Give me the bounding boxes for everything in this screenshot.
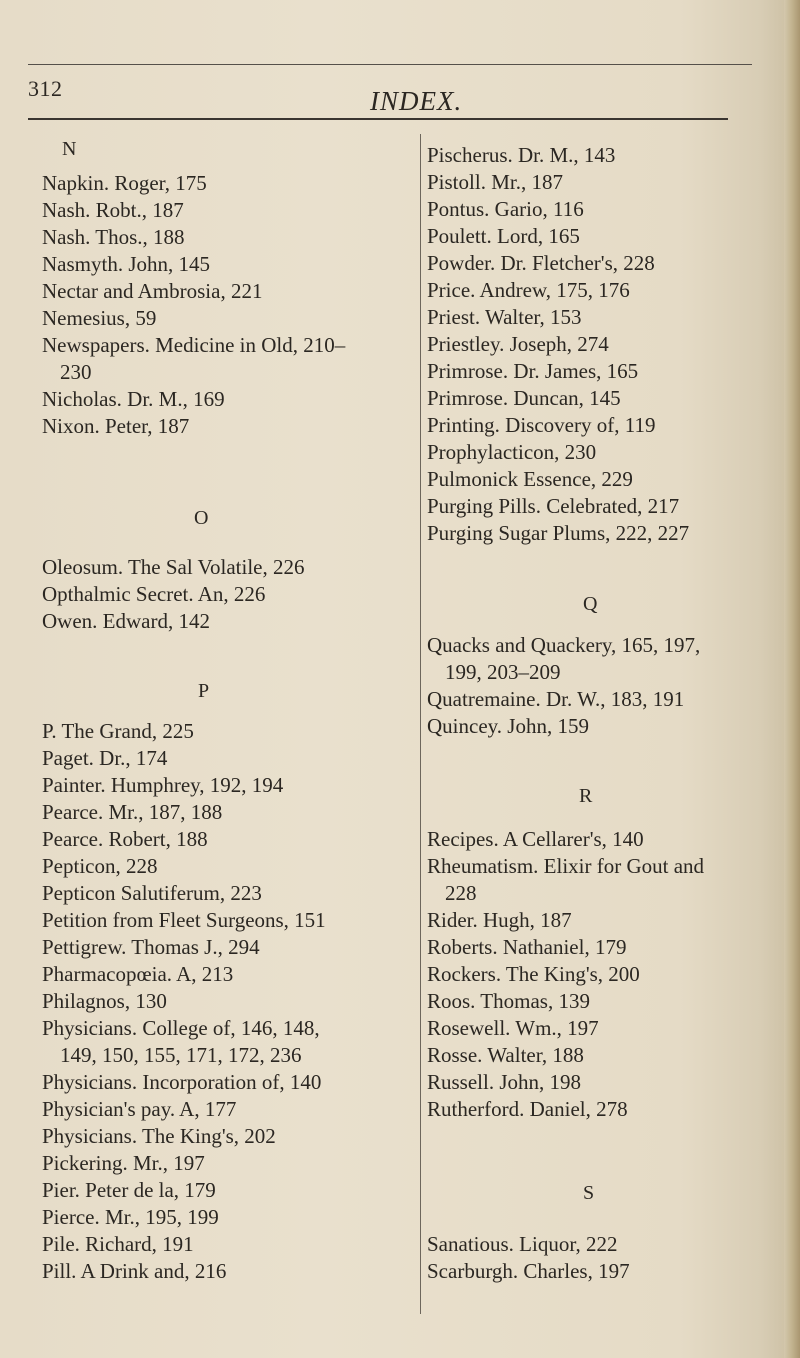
- index-entry: Pierce. Mr., 195, 199: [42, 1205, 219, 1229]
- index-entry: Quacks and Quackery, 165, 197,: [427, 633, 701, 657]
- index-entry: Physicians. College of, 146, 148,: [42, 1016, 320, 1040]
- index-entry: Owen. Edward, 142: [42, 609, 210, 633]
- index-entry: Philagnos, 130: [42, 989, 167, 1013]
- index-entry: Rutherford. Daniel, 278: [427, 1097, 628, 1121]
- index-entry: Newspapers. Medicine in Old, 210–: [42, 333, 346, 357]
- index-entry-continuation: 149, 150, 155, 171, 172, 236: [60, 1043, 302, 1067]
- index-entry: Nasmyth. John, 145: [42, 252, 210, 276]
- index-entry: Nicholas. Dr. M., 169: [42, 387, 225, 411]
- header-rule: [28, 118, 728, 120]
- index-entry: Pontus. Gario, 116: [427, 197, 584, 221]
- section-letter-p: P: [198, 680, 210, 702]
- index-entry: Purging Pills. Celebrated, 217: [427, 494, 680, 518]
- index-entry: Napkin. Roger, 175: [42, 171, 207, 195]
- index-entry: Price. Andrew, 175, 176: [427, 278, 630, 302]
- index-entry: Priestley. Joseph, 274: [427, 332, 609, 356]
- index-entry: Pearce. Robert, 188: [42, 827, 208, 851]
- top-rule: [28, 64, 752, 65]
- index-entry: Petition from Fleet Surgeons, 151: [42, 908, 326, 932]
- page-edge: [784, 0, 800, 1358]
- index-entry: Paget. Dr., 174: [42, 746, 168, 770]
- index-entry: Primrose. Duncan, 145: [427, 386, 621, 410]
- index-entry: Pettigrew. Thomas J., 294: [42, 935, 260, 959]
- index-entry-continuation: 228: [445, 881, 477, 905]
- index-entry: Pulmonick Essence, 229: [427, 467, 633, 491]
- section-letter-r: R: [579, 785, 593, 807]
- index-entry: Quatremaine. Dr. W., 183, 191: [427, 687, 685, 711]
- index-entry: Pile. Richard, 191: [42, 1232, 194, 1256]
- index-entry: Pistoll. Mr., 187: [427, 170, 563, 194]
- section-letter-s: S: [583, 1182, 595, 1204]
- index-entry: Rider. Hugh, 187: [427, 908, 572, 932]
- index-entry: Rosewell. Wm., 197: [427, 1016, 599, 1040]
- index-entry: Printing. Discovery of, 119: [427, 413, 656, 437]
- index-entry: Recipes. A Cellarer's, 140: [427, 827, 644, 851]
- index-entry-continuation: 199, 203–209: [445, 660, 561, 684]
- index-entry: Poulett. Lord, 165: [427, 224, 580, 248]
- section-letter-n: N: [62, 138, 77, 160]
- index-entry: Scarburgh. Charles, 197: [427, 1259, 630, 1283]
- running-head: INDEX.: [370, 86, 463, 116]
- index-entry: Sanatious. Liquor, 222: [427, 1232, 618, 1256]
- index-entry: Primrose. Dr. James, 165: [427, 359, 639, 383]
- index-entry: Pier. Peter de la, 179: [42, 1178, 216, 1202]
- index-entry: P. The Grand, 225: [42, 719, 194, 743]
- index-entry: Pischerus. Dr. M., 143: [427, 143, 616, 167]
- index-entry: Oleosum. The Sal Volatile, 226: [42, 555, 305, 579]
- index-entry: Russell. John, 198: [427, 1070, 582, 1094]
- index-entry: Nectar and Ambrosia, 221: [42, 279, 263, 303]
- index-entry: Painter. Humphrey, 192, 194: [42, 773, 284, 797]
- index-entry: Nemesius, 59: [42, 306, 157, 330]
- index-entry: Prophylacticon, 230: [427, 440, 597, 464]
- index-entry: Physicians. Incorporation of, 140: [42, 1070, 322, 1094]
- index-entry: Opthalmic Secret. An, 226: [42, 582, 266, 606]
- section-letter-q: Q: [583, 593, 598, 615]
- index-entry: Powder. Dr. Fletcher's, 228: [427, 251, 655, 275]
- column-divider: [420, 134, 421, 1314]
- index-entry: Pepticon, 228: [42, 854, 158, 878]
- index-entry: Pill. A Drink and, 216: [42, 1259, 227, 1283]
- index-entry: Pearce. Mr., 187, 188: [42, 800, 223, 824]
- page-number: 312: [28, 76, 63, 101]
- index-entry: Physicians. The King's, 202: [42, 1124, 276, 1148]
- index-entry: Roos. Thomas, 139: [427, 989, 590, 1013]
- index-entry: Pickering. Mr., 197: [42, 1151, 205, 1175]
- index-entry: Nixon. Peter, 187: [42, 414, 190, 438]
- index-entry: Rheumatism. Elixir for Gout and: [427, 854, 705, 878]
- index-entry: Physician's pay. A, 177: [42, 1097, 237, 1121]
- index-entry: Rosse. Walter, 188: [427, 1043, 584, 1067]
- index-entry: Priest. Walter, 153: [427, 305, 582, 329]
- index-entry: Nash. Thos., 188: [42, 225, 185, 249]
- index-entry: Pepticon Salutiferum, 223: [42, 881, 262, 905]
- section-letter-o: O: [194, 507, 209, 529]
- index-entry: Quincey. John, 159: [427, 714, 589, 738]
- index-entry-continuation: 230: [60, 360, 92, 384]
- index-entry: Nash. Robt., 187: [42, 198, 184, 222]
- index-entry: Roberts. Nathaniel, 179: [427, 935, 627, 959]
- index-entry: Purging Sugar Plums, 222, 227: [427, 521, 690, 545]
- index-entry: Rockers. The King's, 200: [427, 962, 640, 986]
- index-entry: Pharmacopœia. A, 213: [42, 962, 234, 986]
